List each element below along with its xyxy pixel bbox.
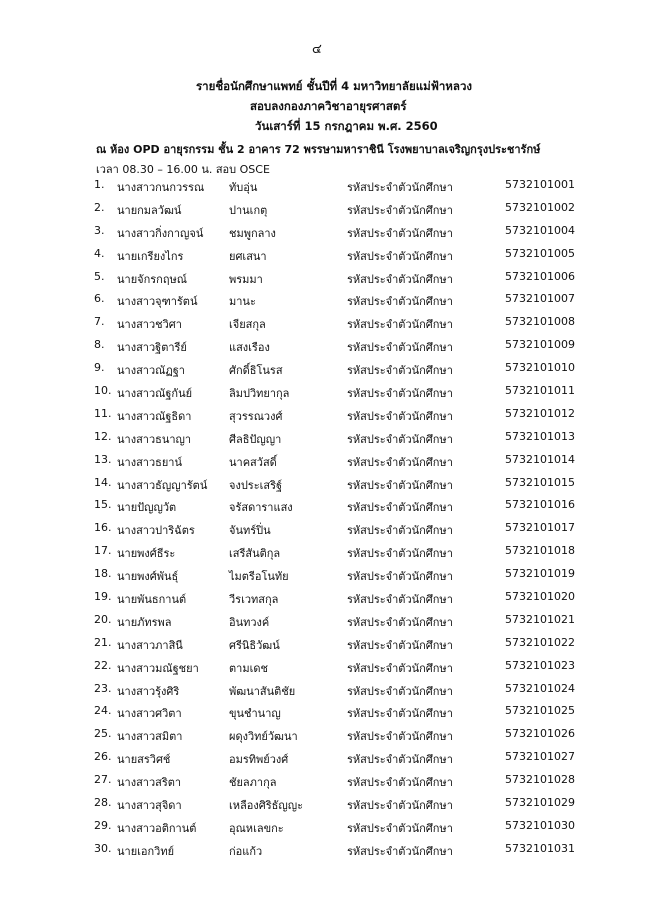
student-surname: ศักดิ์ธิโนรส bbox=[229, 364, 283, 378]
student-id-label: รหัสประจำตัวนักศึกษา bbox=[347, 593, 453, 607]
student-surname: มานะ bbox=[229, 295, 256, 309]
student-row bbox=[0, 540, 645, 563]
student-id: 5732101026 bbox=[505, 727, 575, 741]
row-number: 26. bbox=[94, 750, 112, 764]
student-row bbox=[0, 426, 645, 449]
student-name: นางสาวธัญญารัตน์ bbox=[117, 478, 208, 492]
row-number: 27. bbox=[94, 773, 112, 787]
row-number: 3. bbox=[94, 223, 105, 237]
student-id: 5732101011 bbox=[505, 384, 575, 398]
document-title: รายชื่อนักศึกษาแพทย์ ชั้นปีที่ 4 มหาวิทยาลัยแม่ฟ้าหลวง bbox=[196, 79, 473, 93]
student-row bbox=[0, 472, 645, 495]
row-number: 21. bbox=[94, 635, 112, 649]
student-surname: ชัยลภากุล bbox=[229, 776, 277, 790]
student-row bbox=[0, 220, 645, 243]
student-row bbox=[0, 700, 645, 723]
student-id: 5732101012 bbox=[505, 406, 575, 420]
student-id: 5732101013 bbox=[505, 429, 575, 443]
student-surname: จรัสดาราแสง bbox=[229, 501, 293, 515]
row-number: 24. bbox=[94, 704, 112, 718]
student-name: นางสาวภาสินี bbox=[117, 638, 183, 652]
student-name: นายพงศ์พันธุ์ bbox=[117, 570, 179, 584]
student-surname: ทับอุ่น bbox=[229, 181, 258, 194]
row-number: 22. bbox=[94, 658, 112, 672]
student-id: 5732101004 bbox=[505, 223, 575, 237]
row-number: 2. bbox=[94, 200, 105, 214]
student-id: 5732101018 bbox=[505, 544, 575, 558]
student-id-label: รหัสประจำตัวนักศึกษา bbox=[347, 181, 453, 194]
student-id-label: รหัสประจำตัวนักศึกษา bbox=[347, 272, 453, 286]
student-id-label: รหัสประจำตัวนักศึกษา bbox=[347, 226, 453, 240]
row-number: 25. bbox=[94, 727, 112, 741]
student-id: 5732101001 bbox=[505, 178, 575, 191]
student-surname: สุวรรณวงศ์ bbox=[229, 409, 283, 423]
student-row bbox=[0, 792, 645, 815]
student-surname: ยศเสนา bbox=[229, 249, 267, 263]
student-row bbox=[0, 769, 645, 792]
student-surname: อินทวงค์ bbox=[229, 615, 270, 629]
row-number: 30. bbox=[94, 841, 112, 855]
student-surname: เหลืองศิริธัญญะ bbox=[229, 799, 303, 813]
student-row bbox=[0, 815, 645, 838]
student-id: 5732101028 bbox=[505, 773, 575, 787]
student-row bbox=[0, 586, 645, 609]
student-id-label: รหัสประจำตัวนักศึกษา bbox=[347, 387, 453, 401]
student-id-label: รหัสประจำตัวนักศึกษา bbox=[347, 638, 453, 652]
student-row bbox=[0, 632, 645, 655]
student-id: 5732101002 bbox=[505, 200, 575, 214]
row-number: 18. bbox=[94, 567, 112, 581]
student-name: นายปัญญวัต bbox=[117, 501, 177, 515]
student-id-label: รหัสประจำตัวนักศึกษา bbox=[347, 455, 453, 469]
student-surname: ตามเดช bbox=[229, 661, 268, 675]
row-number: 12. bbox=[94, 429, 112, 443]
student-name: นายเกรียงไกร bbox=[117, 249, 184, 263]
student-id-label: รหัสประจำตัวนักศึกษา bbox=[347, 478, 453, 492]
student-id: 5732101014 bbox=[505, 452, 575, 466]
student-surname: ก่อแก้ว bbox=[229, 844, 263, 858]
student-row bbox=[0, 288, 645, 311]
student-surname: ขุนชำนาญ bbox=[229, 707, 281, 721]
student-id-label: รหัสประจำตัวนักศึกษา bbox=[347, 684, 453, 698]
student-name: นางสาวอติกานต์ bbox=[117, 821, 197, 835]
student-id-label: รหัสประจำตัวนักศึกษา bbox=[347, 799, 453, 813]
student-id-label: รหัสประจำตัวนักศึกษา bbox=[347, 409, 453, 423]
student-id: 5732101007 bbox=[505, 292, 575, 306]
row-number: 20. bbox=[94, 612, 112, 626]
student-id: 5732101027 bbox=[505, 750, 575, 764]
student-id: 5732101019 bbox=[505, 567, 575, 581]
student-name: นางสาวสริตา bbox=[117, 776, 182, 790]
student-name: นางสาวจุฑารัตน์ bbox=[117, 295, 198, 309]
student-row bbox=[0, 449, 645, 472]
student-row bbox=[0, 266, 645, 289]
student-surname: ศรีนิธิวัฒน์ bbox=[229, 638, 280, 652]
student-id-label: รหัสประจำตัวนักศึกษา bbox=[347, 821, 453, 835]
student-name: นายพงศ์ธีระ bbox=[117, 547, 176, 561]
student-name: นางสาวมณัฐชยา bbox=[117, 661, 199, 675]
student-id: 5732101025 bbox=[505, 704, 575, 718]
student-id-label: รหัสประจำตัวนักศึกษา bbox=[347, 776, 453, 790]
page-number: ๔ bbox=[312, 42, 322, 57]
student-id: 5732101023 bbox=[505, 658, 575, 672]
student-surname: นาคสวัสดิ์ bbox=[229, 455, 277, 469]
student-id: 5732101030 bbox=[505, 818, 575, 832]
student-id-label: รหัสประจำตัวนักศึกษา bbox=[347, 318, 453, 332]
student-id: 5732101015 bbox=[505, 475, 575, 489]
student-id-label: รหัสประจำตัวนักศึกษา bbox=[347, 501, 453, 515]
student-surname: พัฒนาสันติชัย bbox=[229, 684, 296, 698]
student-row bbox=[0, 380, 645, 403]
student-id: 5732101005 bbox=[505, 246, 575, 260]
student-surname: ชมพูกลาง bbox=[229, 226, 276, 240]
row-number: 28. bbox=[94, 796, 112, 810]
student-surname: ปานเกตุ bbox=[229, 203, 268, 217]
student-name: นางสาวกนกวรรณ bbox=[117, 181, 205, 194]
student-roster bbox=[0, 174, 645, 861]
student-id-label: รหัสประจำตัวนักศึกษา bbox=[347, 707, 453, 721]
row-number: 8. bbox=[94, 338, 105, 352]
student-id: 5732101008 bbox=[505, 315, 575, 329]
student-surname: จงประเสริฐ์ bbox=[229, 478, 283, 492]
student-row bbox=[0, 746, 645, 769]
student-name: นางสาวศวิตา bbox=[117, 707, 182, 721]
student-id-label: รหัสประจำตัวนักศึกษา bbox=[347, 295, 453, 309]
row-number: 19. bbox=[94, 590, 112, 604]
student-row bbox=[0, 174, 645, 197]
student-name: นายกมลวัฒน์ bbox=[117, 203, 182, 217]
student-name: นางสาวชวิศา bbox=[117, 318, 182, 332]
student-id: 5732101022 bbox=[505, 635, 575, 649]
student-surname: จันทร์ปิ่น bbox=[229, 524, 271, 538]
student-surname: เจียสกุล bbox=[229, 318, 266, 332]
student-row bbox=[0, 311, 645, 334]
student-id: 5732101024 bbox=[505, 681, 575, 695]
student-id-label: รหัสประจำตัวนักศึกษา bbox=[347, 615, 453, 629]
row-number: 4. bbox=[94, 246, 105, 260]
student-name: นางสาวฐิตารีย์ bbox=[117, 341, 187, 355]
row-number: 13. bbox=[94, 452, 112, 466]
student-name: นายเอกวิทย์ bbox=[117, 844, 175, 858]
student-surname: ผดุงวิทย์วัฒนา bbox=[229, 730, 298, 744]
student-name: นางสาวสมิตา bbox=[117, 730, 183, 744]
student-id: 5732101017 bbox=[505, 521, 575, 535]
student-id-label: รหัสประจำตัวนักศึกษา bbox=[347, 570, 453, 584]
row-number: 11. bbox=[94, 406, 112, 420]
row-number: 16. bbox=[94, 521, 112, 535]
student-row bbox=[0, 517, 645, 540]
student-id: 5732101029 bbox=[505, 796, 575, 810]
student-id-label: รหัสประจำตัวนักศึกษา bbox=[347, 661, 453, 675]
student-row bbox=[0, 609, 645, 632]
student-id: 5732101006 bbox=[505, 269, 575, 283]
student-id-label: รหัสประจำตัวนักศึกษา bbox=[347, 203, 453, 217]
student-id: 5732101020 bbox=[505, 590, 575, 604]
row-number: 29. bbox=[94, 818, 112, 832]
student-id: 5732101031 bbox=[505, 841, 575, 855]
student-surname: พรมมา bbox=[229, 272, 263, 286]
row-number: 14. bbox=[94, 475, 112, 489]
student-name: นางสาวธยาน์ bbox=[117, 455, 182, 469]
student-name: นางสาวปาริฉัตร bbox=[117, 524, 195, 538]
row-number: 1. bbox=[94, 178, 105, 191]
student-row bbox=[0, 334, 645, 357]
student-id: 5732101010 bbox=[505, 361, 575, 375]
student-row bbox=[0, 403, 645, 426]
row-number: 15. bbox=[94, 498, 112, 512]
student-surname: วีรเวทสกุล bbox=[229, 593, 279, 607]
student-id-label: รหัสประจำตัวนักศึกษา bbox=[347, 364, 453, 378]
row-number: 7. bbox=[94, 315, 105, 329]
student-id-label: รหัสประจำตัวนักศึกษา bbox=[347, 753, 453, 767]
student-surname: อุณหเลขกะ bbox=[229, 821, 284, 835]
student-surname: อมรทิพย์วงศ์ bbox=[229, 753, 289, 767]
row-number: 17. bbox=[94, 544, 112, 558]
student-surname: ไมตรีอโนทัย bbox=[229, 570, 289, 584]
student-id-label: รหัสประจำตัวนักศึกษา bbox=[347, 432, 453, 446]
student-row bbox=[0, 723, 645, 746]
student-row bbox=[0, 563, 645, 586]
student-row bbox=[0, 197, 645, 220]
row-number: 5. bbox=[94, 269, 105, 283]
exam-time: เวลา 08.30 – 16.00 น. สอบ OSCE bbox=[96, 163, 270, 176]
student-name: นางสาวณัฐธิดา bbox=[117, 409, 192, 423]
student-surname: เสรีสันติกุล bbox=[229, 547, 281, 561]
student-id: 5732101009 bbox=[505, 338, 575, 352]
student-id: 5732101016 bbox=[505, 498, 575, 512]
student-row bbox=[0, 678, 645, 701]
student-id-label: รหัสประจำตัวนักศึกษา bbox=[347, 844, 453, 858]
student-id: 5732101021 bbox=[505, 612, 575, 626]
student-surname: แสงเรือง bbox=[229, 341, 270, 355]
student-name: นางสาวณัฏฐา bbox=[117, 364, 185, 378]
exam-department: สอบลงกองภาควิชาอายุรศาสตร์ bbox=[250, 99, 407, 113]
student-name: นายพันธกานต์ bbox=[117, 593, 187, 607]
student-name: นายภัทรพล bbox=[117, 615, 172, 629]
student-name: นางสาวสุจิดา bbox=[117, 799, 182, 813]
student-id-label: รหัสประจำตัวนักศึกษา bbox=[347, 249, 453, 263]
student-name: นายสรวิศช์ bbox=[117, 753, 171, 767]
student-surname: ลิมปวิทยากุล bbox=[229, 387, 290, 401]
student-id-label: รหัสประจำตัวนักศึกษา bbox=[347, 730, 453, 744]
student-id-label: รหัสประจำตัวนักศึกษา bbox=[347, 341, 453, 355]
student-row bbox=[0, 655, 645, 678]
exam-date: วันเสาร์ที่ 15 กรกฎาคม พ.ศ. 2560 bbox=[255, 119, 438, 133]
student-row bbox=[0, 838, 645, 861]
student-id-label: รหัสประจำตัวนักศึกษา bbox=[347, 547, 453, 561]
student-name: นางสาวกิ่งกาญจน์ bbox=[117, 226, 204, 240]
student-name: นางสาวรุ้งศิริ bbox=[117, 684, 180, 698]
student-surname: ศีลธิปัญญา bbox=[229, 432, 282, 446]
student-row bbox=[0, 494, 645, 517]
exam-location: ณ ห้อง OPD อายุรกรรม ชั้น 2 อาคาร 72 พรรษามหาราชินี โรงพยาบาลเจริญกรุงประชารักษ์ bbox=[96, 143, 541, 156]
row-number: 6. bbox=[94, 292, 105, 306]
student-name: นายจักรกฤษณ์ bbox=[117, 272, 187, 286]
student-name: นางสาวณัฐกันย์ bbox=[117, 387, 193, 401]
student-row bbox=[0, 243, 645, 266]
student-id-label: รหัสประจำตัวนักศึกษา bbox=[347, 524, 453, 538]
row-number: 23. bbox=[94, 681, 112, 695]
row-number: 9. bbox=[94, 361, 105, 375]
row-number: 10. bbox=[94, 384, 112, 398]
student-name: นางสาวธนาญา bbox=[117, 432, 192, 446]
student-row bbox=[0, 357, 645, 380]
